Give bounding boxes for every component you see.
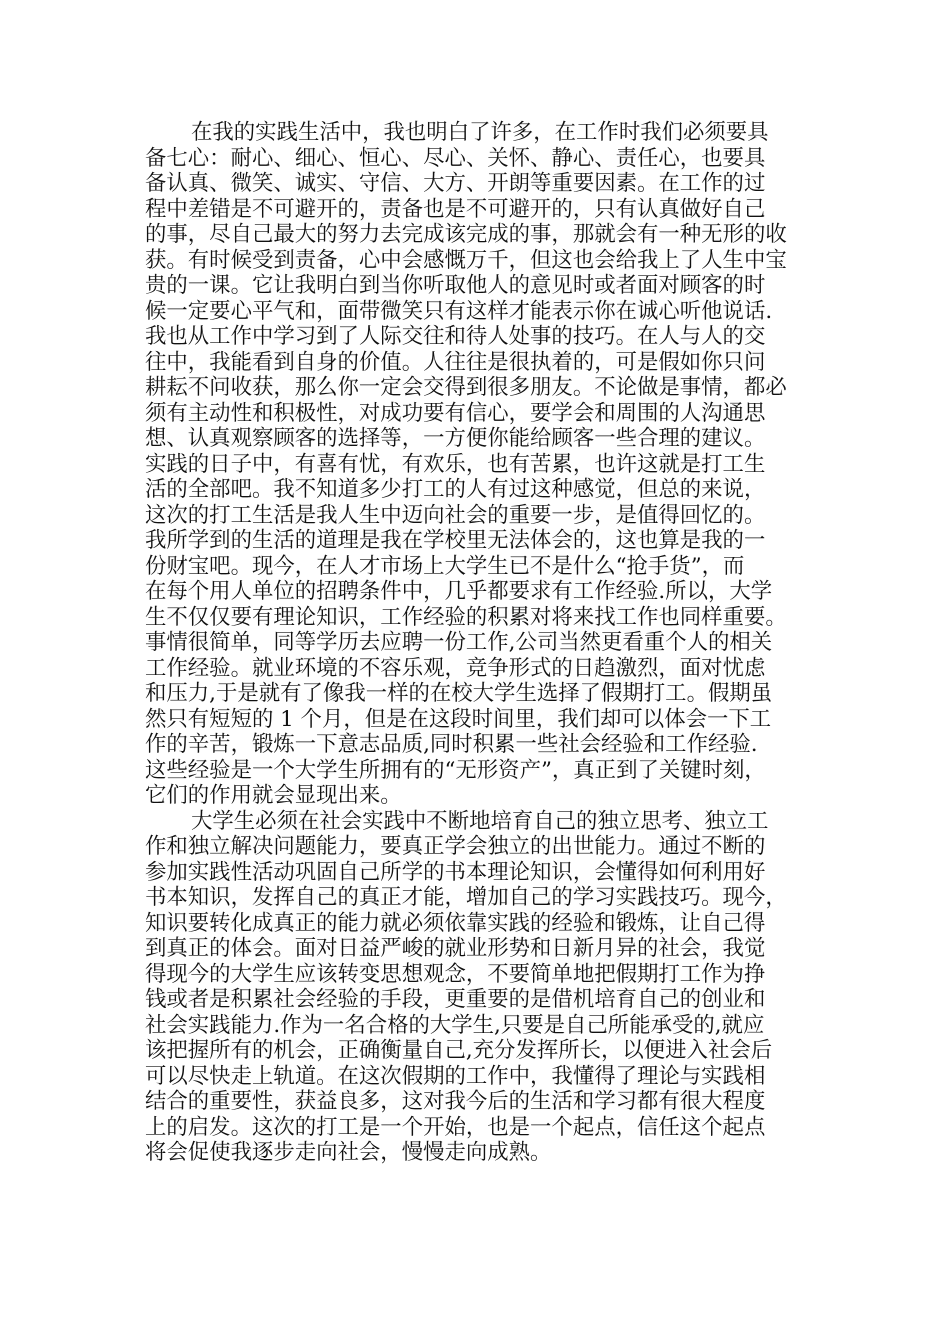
text-line: 书本知识，发挥自己的真正才能，增加自己的学习实践技巧。现今，	[145, 885, 787, 910]
text-line: 须有主动性和积极性，对成功要有信心，要学会和周围的人沟通思	[145, 400, 766, 426]
text-line: 和压力,于是就有了像我一样的在校大学生选择了假期打工。假期虽	[145, 681, 773, 706]
text-line: 到真正的体会。面对日益严峻的就业形势和日新月异的社会，我觉	[145, 936, 766, 961]
text-line: 我也从工作中学习到了人际交往和待人处事的技巧。在人与人的交	[145, 324, 766, 349]
text-line: 备认真、微笑、诚实、守信、大方、开朗等重要因素。在工作的过	[145, 171, 766, 196]
text-line: 事情很简单，同等学历去应聘一份工作,公司当然更看重个人的相关	[145, 630, 773, 655]
text-line: 想、认真观察顾客的选择等，一方便你能给顾客一些合理的建议。	[145, 426, 766, 451]
text-line: 往中，我能看到自身的价值。人往往是很执着的，可是假如你只问	[145, 349, 766, 375]
text-line: 上的启发。这次的打工是一个开始，也是一个起点，信任这个起点	[145, 1114, 766, 1140]
text-line: 可以尽快走上轨道。在这次假期的工作中，我懂得了理论与实践相	[145, 1063, 766, 1089]
document-body	[145, 120, 825, 1166]
text-line: 份财宝吧。现今，在人才市场上大学生已不是什么“抢手货”，而	[145, 553, 745, 579]
text-line: 的事，尽自己最大的努力去完成该完成的事，那就会有一种无形的收	[145, 222, 787, 247]
text-line: 社会实践能力.作为一名合格的大学生,只要是自己所能承受的,就应	[145, 1012, 765, 1038]
text-line: 它们的作用就会显现出来。	[145, 783, 402, 808]
text-line: 备七心：耐心、细心、恒心、尽心、关怀、静心、责任心，也要具	[145, 145, 766, 171]
text-line: 耕耘不问收获，那么你一定会交得到很多朋友。不论做是事情，都必	[145, 375, 787, 400]
text-line: 然只有短短的 1 个月，但是在这段时间里，我们却可以体会一下工	[145, 706, 772, 732]
text-line: 实践的日子中，有喜有忧，有欢乐，也有苦累，也许这就是打工生	[145, 451, 766, 477]
text-line: 大学生必须在社会实践中不断地培育自己的独立思考、独立工	[191, 808, 769, 834]
text-line: 在我的实践生活中，我也明白了许多，在工作时我们必须要具	[191, 120, 769, 145]
text-line: 程中差错是不可避开的，责备也是不可避开的，只有认真做好自己	[145, 196, 766, 222]
text-line: 结合的重要性，获益良多，这对我今后的生活和学习都有很大程度	[145, 1089, 766, 1114]
text-line: 获。有时候受到责备，心中会感慨万千，但这也会给我上了人生中宝	[145, 247, 787, 273]
text-line: 工作经验。就业环境的不容乐观，竞争形式的日趋激烈，面对忧虑	[145, 655, 766, 681]
text-line: 知识要转化成真正的能力就必须依靠实践的经验和锻炼，让自己得	[145, 910, 766, 936]
text-line: 将会促使我逐步走向社会，慢慢走向成熟。	[145, 1140, 552, 1165]
paragraph-1	[145, 120, 825, 809]
text-line: 候一定要心平气和，面带微笑只有这样才能表示你在诚心听他说话.	[145, 298, 773, 324]
text-line: 该把握所有的机会，正确衡量自己,充分发挥所长，以便进入社会后	[145, 1038, 773, 1063]
paragraph-2	[145, 809, 825, 1166]
text-line: 作和独立解决问题能力，要真正学会独立的出世能力。通过不断的	[145, 834, 766, 859]
text-line: 参加实践性活动巩固自己所学的书本理论知识，会懂得如何利用好	[145, 859, 766, 885]
text-line: 作的辛苦，锻炼一下意志品质,同时积累一些社会经验和工作经验.	[145, 732, 758, 757]
text-line: 贵的一课。它让我明白到当你听取他人的意见时或者面对顾客的时	[145, 273, 766, 298]
text-line: 生不仅仅要有理论知识，工作经验的积累对将来找工作也同样重要。	[145, 604, 787, 630]
text-line: 活的全部吧。我不知道多少打工的人有过这种感觉，但总的来说，	[145, 477, 766, 502]
text-line: 我所学到的生活的道理是我在学校里无法体会的，这也算是我的一	[145, 528, 766, 553]
text-line: 钱或者是积累社会经验的手段，更重要的是借机培育自己的创业和	[145, 987, 766, 1012]
text-line: 在每个用人单位的招聘条件中，几乎都要求有工作经验.所以，大学	[145, 579, 773, 604]
text-line: 得现今的大学生应该转变思想观念，不要简单地把假期打工作为挣	[145, 961, 766, 987]
text-line: 这次的打工生活是我人生中迈向社会的重要一步，是值得回忆的。	[145, 502, 766, 528]
text-line: 这些经验是一个大学生所拥有的“无形资产”，真正到了关键时刻，	[145, 757, 766, 783]
